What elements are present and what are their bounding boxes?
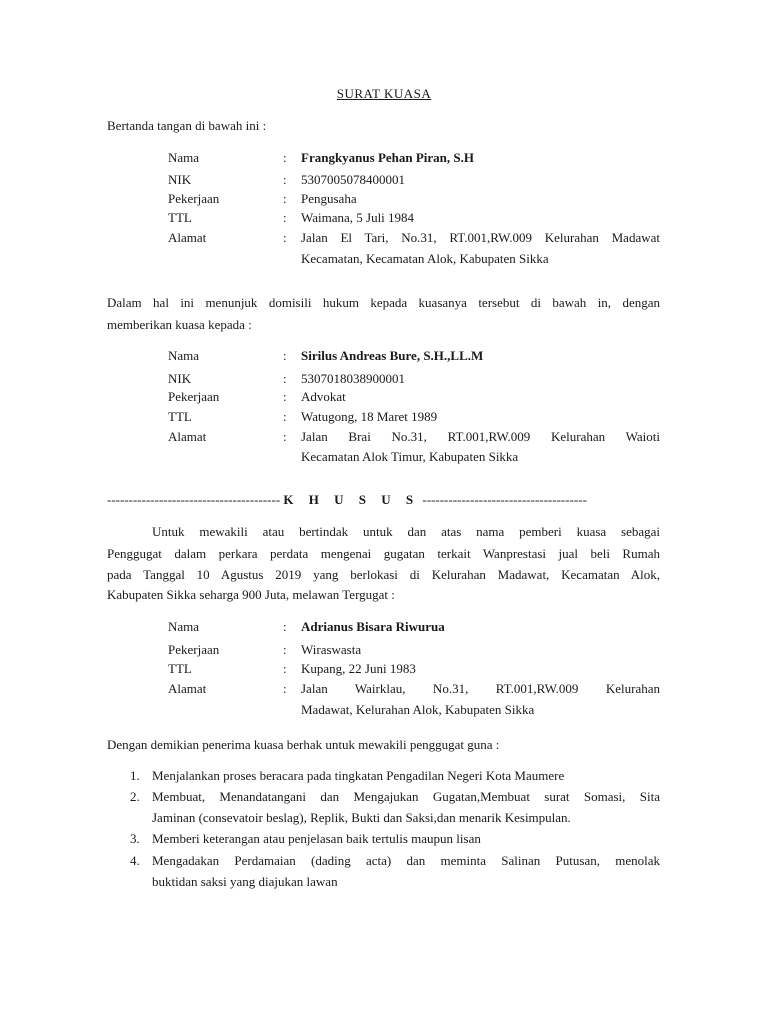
defendant-address-line2: Madawat, Kelurahan Alok, Kabupaten Sikka: [301, 702, 535, 717]
divider-dashes-left: ----------------------------------------: [107, 492, 281, 507]
list-item-number: 2.: [130, 789, 140, 804]
colon: :: [283, 661, 287, 676]
closing-text: Dengan demikian penerima kuasa berhak untuk mewakili penggugat guna :: [107, 737, 500, 752]
grantor-address-line2: Kecamatan, Kecamatan Alok, Kabupaten Sikka: [301, 251, 549, 266]
list-item-number: 4.: [130, 853, 140, 868]
grantor-address-line1: Jalan El Tari, No.31, RT.001,RW.009 Kelurahan Madawat: [301, 230, 660, 245]
list-item-text: Jaminan (consevatoir beslag), Replik, Bukti dan Saksi,dan menarik Kesimpulan.: [152, 810, 571, 825]
attorney-nik: 5307018038900001: [301, 371, 405, 386]
colon: :: [283, 429, 287, 444]
defendant-ttl: Kupang, 22 Juni 1983: [301, 661, 416, 676]
grantor-nik-label: NIK: [168, 172, 192, 187]
defendant-ttl-label: TTL: [168, 661, 192, 676]
colon: :: [283, 210, 287, 225]
colon: :: [283, 681, 287, 696]
colon: :: [283, 371, 287, 386]
grantor-name: Frangkyanus Pehan Piran, S.H: [301, 150, 475, 165]
divider-dashes-right: --------------------------------------: [422, 492, 587, 507]
list-item-text: Mengadakan Perdamaian (dading acta) dan meminta Salinan Putusan, menolak: [152, 853, 660, 868]
defendant-job-label: Pekerjaan: [168, 642, 220, 657]
colon: :: [283, 230, 287, 245]
khusus-label: K H U S U S: [283, 492, 420, 507]
intro-text: Bertanda tangan di bawah ini :: [107, 118, 267, 133]
attorney-ttl: Watugong, 18 Maret 1989: [301, 409, 438, 424]
defendant-name: Adrianus Bisara Riwurua: [301, 619, 445, 634]
defendant-address-label: Alamat: [168, 681, 207, 696]
colon: :: [283, 191, 287, 206]
purpose-line2: Penggugat dalam perkara perdata mengenai gugatan terkait Wanprestasi jual beli Rumah: [107, 546, 660, 561]
list-item-text: Membuat, Menandatangani dan Mengajukan Gugatan,Membuat surat Somasi, Sita: [152, 789, 660, 804]
colon: :: [283, 389, 287, 404]
attorney-nik-label: NIK: [168, 371, 192, 386]
purpose-line3: pada Tanggal 10 Agustus 2019 yang berlokasi di Kelurahan Madawat, Kecamatan Alok,: [107, 567, 660, 582]
attorney-address-line1: Jalan Brai No.31, RT.001,RW.009 Kelurahan Waioti: [301, 429, 660, 444]
attorney-job-label: Pekerjaan: [168, 389, 220, 404]
attorney-name: Sirilus Andreas Bure, S.H.,LL.M: [301, 348, 484, 363]
purpose-line4: Kabupaten Sikka seharga 900 Juta, melawan Tergugat :: [107, 587, 395, 602]
list-item-text: buktidan saksi yang diajukan lawan: [152, 874, 338, 889]
domicile-line2: memberikan kuasa kepada :: [107, 317, 252, 332]
khusus-divider: [107, 492, 627, 508]
document-title: SURAT KUASA: [336, 86, 432, 101]
domicile-line1: Dalam hal ini menunjuk domisili hukum kepada kuasanya tersebut di bawah in, dengan: [107, 295, 660, 310]
grantor-job-label: Pekerjaan: [168, 191, 220, 206]
list-item-text: Memberi keterangan atau penjelasan baik tertulis maupun lisan: [152, 831, 481, 846]
colon: :: [283, 409, 287, 424]
colon: :: [283, 348, 287, 363]
attorney-ttl-label: TTL: [168, 409, 192, 424]
list-item-number: 1.: [130, 768, 140, 783]
colon: :: [283, 642, 287, 657]
defendant-job: Wiraswasta: [301, 642, 362, 657]
attorney-job: Advokat: [301, 389, 346, 404]
grantor-job: Pengusaha: [301, 191, 357, 206]
purpose-line1: Untuk mewakili atau bertindak untuk dan atas nama pemberi kuasa sebagai: [152, 524, 660, 539]
grantor-ttl-label: TTL: [168, 210, 192, 225]
attorney-address-label: Alamat: [168, 429, 207, 444]
defendant-address-line1: Jalan Wairklau, No.31, RT.001,RW.009 Kelurahan: [301, 681, 660, 696]
list-item-number: 3.: [130, 831, 140, 846]
defendant-name-label: Nama: [168, 619, 200, 634]
grantor-name-label: Nama: [168, 150, 200, 165]
attorney-name-label: Nama: [168, 348, 200, 363]
grantor-address-label: Alamat: [168, 230, 207, 245]
colon: :: [283, 150, 287, 165]
colon: :: [283, 172, 287, 187]
attorney-address-line2: Kecamatan Alok Timur, Kabupaten Sikka: [301, 449, 519, 464]
list-item-text: Menjalankan proses beracara pada tingkatan Pengadilan Negeri Kota Maumere: [152, 768, 565, 783]
grantor-ttl: Waimana, 5 Juli 1984: [301, 210, 415, 225]
grantor-nik: 5307005078400001: [301, 172, 405, 187]
colon: :: [283, 619, 287, 634]
